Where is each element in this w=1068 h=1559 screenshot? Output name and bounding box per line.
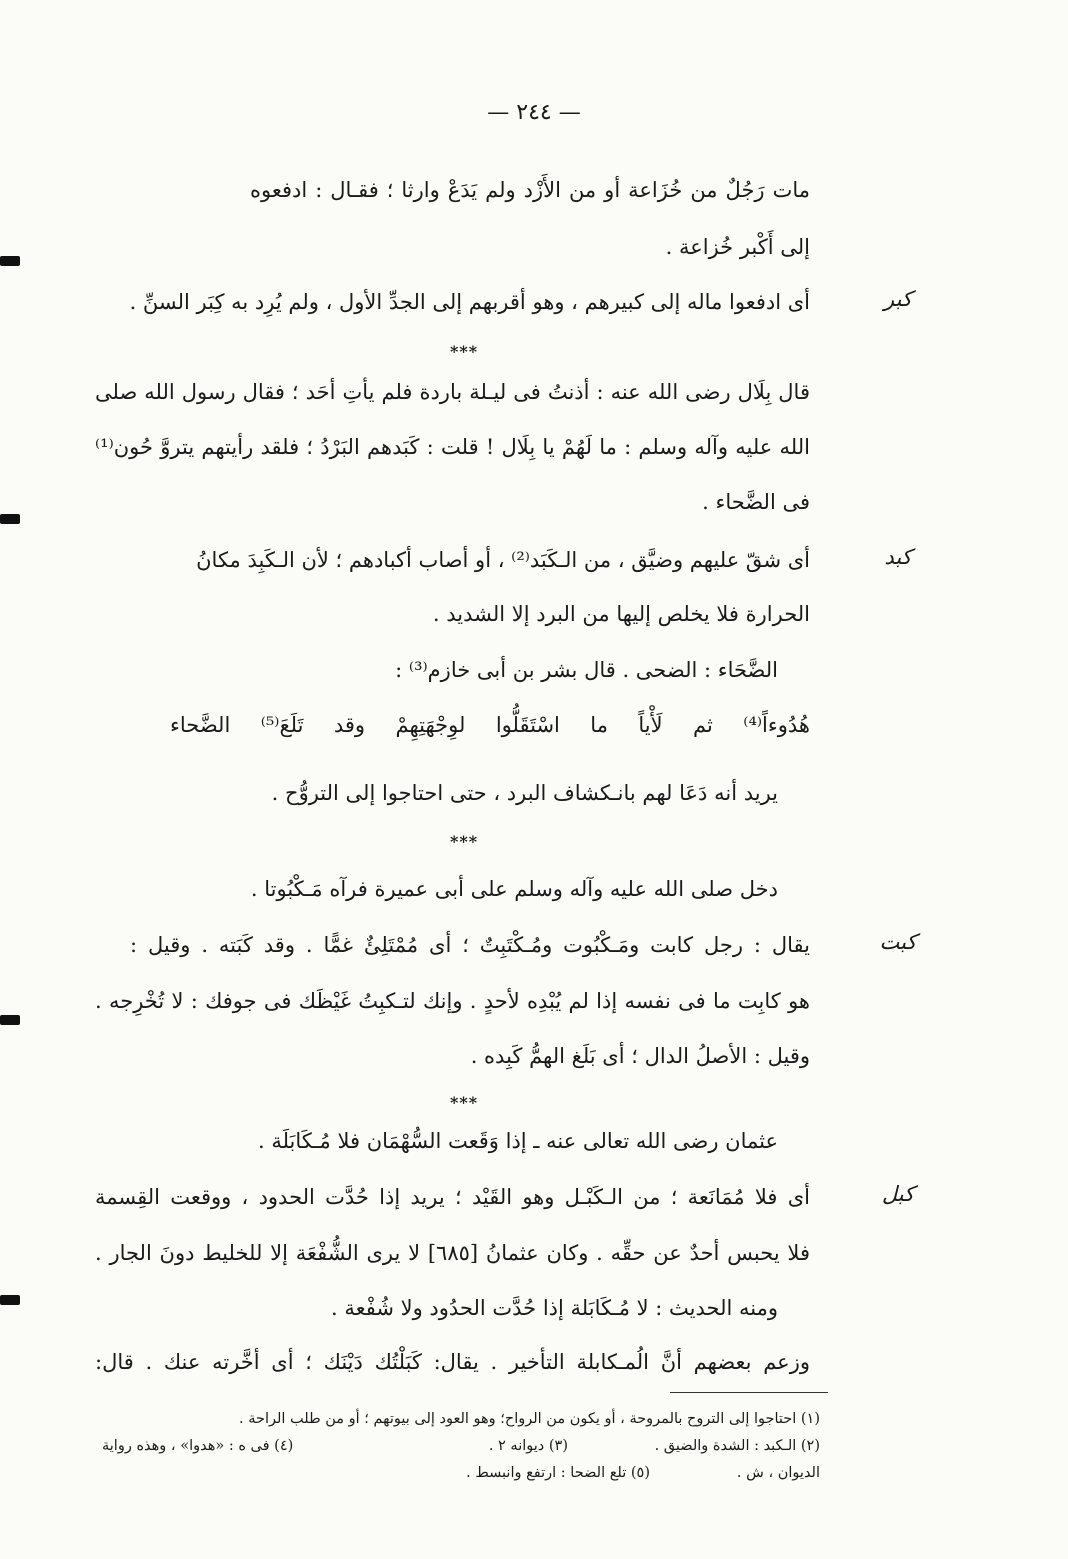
text-line: دخل صلى الله عليه وآله وسلم على أبى عميرة فرآه مَـكْبُوتا . [250,877,778,901]
text-line: الضَّحَاء : الضحى . قال بشر بن أبى خازم⁽³⁾ : [395,658,778,682]
section-separator: *** [450,342,479,361]
text-line: أى فلا مُمَانَعة ؛ من الـكَبْـل وهو القَيْد ؛ يريد إذا حُدَّت الحدود ، ووقعت القِسمة [95,1185,810,1209]
text-line: الحرارة فلا يخلص إليها من البرد إلا الشديد . [432,602,810,626]
text-line: أى ادفعوا ماله إلى كبيرهم ، وهو أقربهم إلى الجدِّ الأول ، ولم يُرِد به كِبَر السنِّ . [129,290,810,314]
footnote: (١) احتاجوا إلى التروح بالمروحة ، أو يكون من الرواح؛ وهو العود إلى بيوتهم ؛ أو من طلب الراحة . [238,1411,820,1427]
text-line: فى الضَّحاء . [702,490,810,514]
footnote-rule [670,1392,828,1393]
text-line: قال بِلَال رضى الله عنه : أذنتُ فى ليـلة باردة فلم يأتِ أحَد ؛ فقال رسول الله صلى [95,380,810,404]
section-separator: *** [450,832,479,851]
text-line: وزعم بعضهم أنَّ الُمـكابلة التأخير . يقال: كَبَلْتُك دَيْنَك ؛ أى أخَّرته عنك . قال: [95,1350,810,1374]
verse-line: هُدُوءاً⁽⁴⁾ ثم لَأْياً ما اسْتَقَلُّوا لوِجْهَتِهِمْ وقد تَلَعَ⁽⁵⁾ الضَّحاء [170,713,810,737]
text-line: ومنه الحديث : لا مُـكَابَلة إذا حُدَّت الحدُود ولا شُفْعة . [330,1296,778,1320]
page-number: — ٢٤٤ — [487,100,581,125]
margin-headword: كبد [884,545,912,569]
text-line: وقيل : الأصلُ الدال ؛ أى بَلَغ الهمُّ كَبِده . [470,1044,810,1068]
margin-headword: كبت [879,930,917,954]
footnote: (٣) ديوانه ٢ . [488,1438,568,1454]
text-line: إلى أَكْبر خُزاعة . [665,235,810,259]
text-line: أى شقّ عليهم وضيَّق ، من الـكَبَد⁽²⁾ ، أو أصاب أكبادهم ؛ لأن الـكَبِدَ مكانُ [196,548,810,572]
text-line: الله عليه وآله وسلم : ما لَهُمْ يا بِلَال ! قلت : كَبَدهم البَرْدُ ؛ فلقد رأيتهم يتروَّ حُون⁽¹⁾ [95,435,810,459]
footnote: (٥) تلع الضحا : ارتفع وانبسط . [466,1465,650,1481]
text-line: هو كابِت ما فى نفسه إذا لم يُبْدِه لأحدٍ . وإنك لتـكبِتُ غَيْظَك فى جوفك : لا تُخْرِجه . [95,989,810,1013]
margin-headword: كبل [881,1182,915,1206]
margin-headword: كبر [884,287,912,311]
binding-mark [0,514,20,524]
text-line: عثمان رضى الله تعالى عنه ـ إذا وَقَعت السُّهْمَان فلا مُـكَابَلَة . [258,1129,778,1153]
binding-mark [0,1015,20,1025]
text-line: يريد أنه دَعَا لهم بانـكشاف البرد ، حتى احتاجوا إلى التروُّح . [271,781,778,805]
binding-mark [0,1295,20,1305]
footnote: (٢) الـكبد : الشدة والضيق . [654,1438,820,1454]
text-line: يقال : رجل كابت ومَـكْبُوت ومُـكْتَبِتٌ ؛ أى مُمْتَلِئٌ غمًّا . وقد كَبَته . وقيل : [130,933,810,957]
section-separator: *** [450,1093,479,1112]
text-line: فلا يحبس أحدٌ عن حقِّه . وكان عثمانُ [٦٨٥] لا يرى الشُّفْعَة إلا للخليط دونَ الجار . [95,1241,811,1265]
text-line: مات رَجُلٌ من خُزَاعة أو من الأَزْد ولم يَدَعْ وارثا ؛ فقـال : ادفعوه [250,178,810,202]
binding-mark [0,256,20,266]
footnote: (٤) فى ه : «هدوا» ، وهذه رواية [102,1438,294,1454]
footnote: الديوان ، ش . [736,1465,820,1481]
